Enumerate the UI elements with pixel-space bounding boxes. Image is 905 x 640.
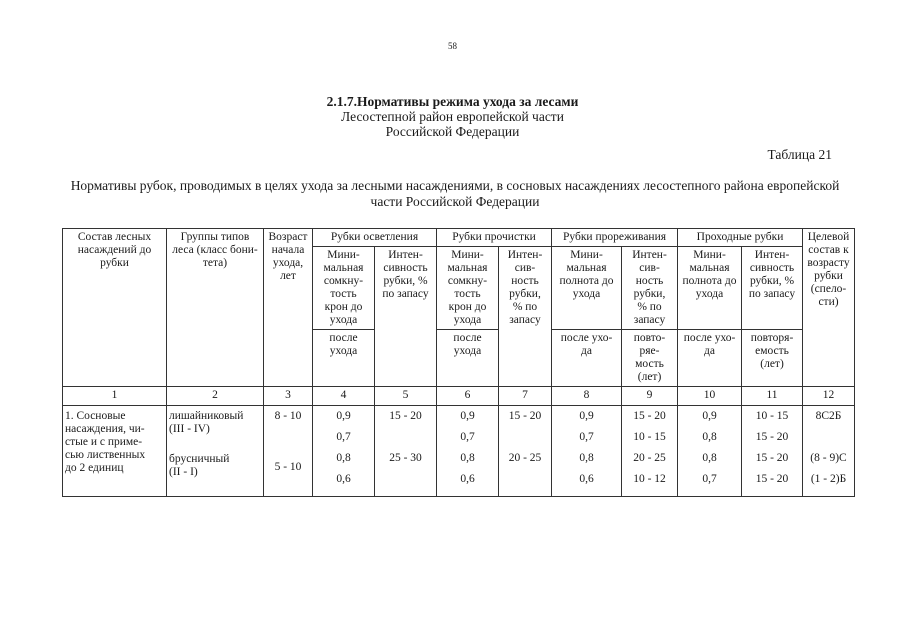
heading-line2: Лесостепной район европейской части	[341, 109, 564, 124]
row-col10: 0,9 0,8 0,8 0,7	[678, 406, 742, 497]
col-number: 9	[622, 387, 678, 406]
row-col11: 10 - 15 15 - 20 15 - 20 15 - 20	[742, 406, 803, 497]
col-number: 11	[742, 387, 803, 406]
after-fullness-prokh: после ухо- да	[678, 330, 742, 387]
sub-min-closure-osv: Мини- мальная сомкну- тость крон до ухода	[313, 247, 375, 330]
sub-intensity-prokh: Интен- сивность рубки, % по запасу	[742, 247, 803, 330]
col-number: 4	[313, 387, 375, 406]
table-row	[63, 406, 855, 497]
row-forest-groups: лишайниковый (III - IV) брусничный (II - I)	[167, 406, 264, 497]
header-forest-groups: Группы типов леса (класс бони- тета)	[167, 229, 264, 387]
after-closure-osv: после ухода	[313, 330, 375, 387]
after-closure-proch: после ухода	[437, 330, 499, 387]
row-col7: 15 - 20 20 - 25	[499, 406, 552, 497]
col-number: 2	[167, 387, 264, 406]
row-col6: 0,9 0,7 0,8 0,6	[437, 406, 499, 497]
col-number: 1	[63, 387, 167, 406]
repeat-prorezh: повто- ряе- мость (лет)	[622, 330, 678, 387]
table-number: Таблица 21	[767, 147, 832, 162]
col-number: 3	[264, 387, 313, 406]
table-caption: Нормативы рубок, проводимых в целях ухода за лесными насаждениями, в сосновых насаждениях лесостепного района европейской части Российской Федерации	[70, 178, 840, 209]
page-number: 58	[448, 41, 457, 51]
after-fullness-prorezh: после ухо- да	[552, 330, 622, 387]
row-col8: 0,9 0,7 0,8 0,6	[552, 406, 622, 497]
section-heading	[0, 94, 905, 139]
header-row-1	[63, 229, 855, 247]
header-prorezhivaniya: Рубки прореживания	[552, 229, 678, 247]
sub-intensity-prorezh: Интен- сив- ность рубки, % по запасу	[622, 247, 678, 330]
row-col5: 15 - 20 25 - 30	[375, 406, 437, 497]
heading-line3: Российской Федерации	[385, 124, 520, 139]
sub-intensity-proch: Интен- сив- ность рубки, % по запасу	[499, 247, 552, 387]
col-number: 7	[499, 387, 552, 406]
col-number: 5	[375, 387, 437, 406]
col-number: 6	[437, 387, 499, 406]
header-prokhodnye: Проходные рубки	[678, 229, 803, 247]
sub-min-fullness-prokh: Мини- мальная полнота до ухода	[678, 247, 742, 330]
row-start-age: 8 - 10 5 - 10	[264, 406, 313, 497]
sub-min-fullness-prorezh: Мини- мальная полнота до ухода	[552, 247, 622, 330]
header-target-composition: Целевой состав к возрасту рубки (спело- сти)	[803, 229, 855, 387]
header-composition: Состав лесных насаждений до рубки	[63, 229, 167, 387]
col-number: 10	[678, 387, 742, 406]
header-prochistki: Рубки прочистки	[437, 229, 552, 247]
col-number: 12	[803, 387, 855, 406]
col-number: 8	[552, 387, 622, 406]
row-col9: 15 - 20 10 - 15 20 - 25 10 - 12	[622, 406, 678, 497]
heading-bold: 2.1.7.Нормативы режима ухода за лесами	[326, 94, 579, 109]
row-col4: 0,9 0,7 0,8 0,6	[313, 406, 375, 497]
header-start-age: Возраст начала ухода, лет	[264, 229, 313, 387]
header-osvetleniya: Рубки осветления	[313, 229, 437, 247]
sub-min-closure-proch: Мини- мальная сомкну- тость крон до ухода	[437, 247, 499, 330]
repeat-prokh: повторя- емость (лет)	[742, 330, 803, 387]
row-composition: 1. Сосновые насаждения, чи- стые и с приме- сью лиственных до 2 единиц	[63, 406, 167, 497]
sub-intensity-osv: Интен- сивность рубки, % по запасу	[375, 247, 437, 387]
row-col12: 8С2Б (8 - 9)С (1 - 2)Б	[803, 406, 855, 497]
column-numbers-row	[63, 387, 855, 406]
norms-table	[62, 228, 855, 497]
